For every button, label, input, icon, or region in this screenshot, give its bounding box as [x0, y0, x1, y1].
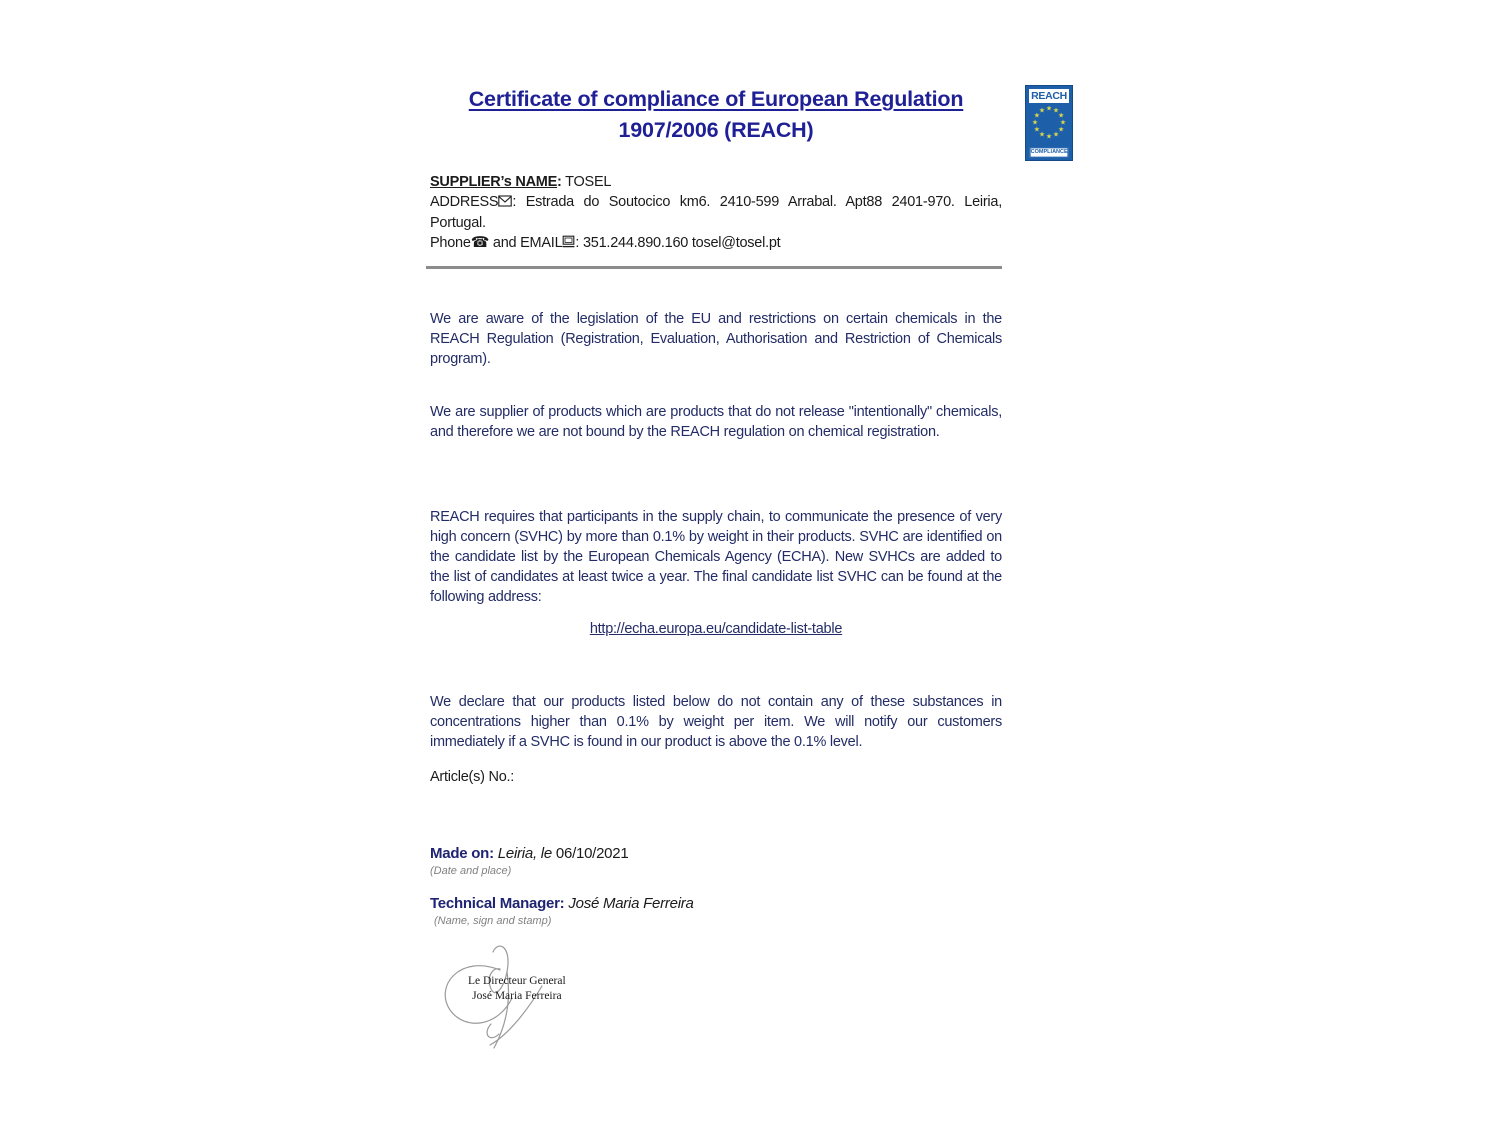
- supplier-address-label: ADDRESS: [430, 194, 499, 210]
- phone-value: 351.244.890.160: [582, 235, 689, 251]
- email-value: tosel@tosel.pt: [691, 235, 781, 251]
- made-on-line: [430, 845, 1002, 862]
- stamp-text: [468, 974, 566, 1004]
- supplier-block: [430, 172, 1002, 254]
- made-on-block: [430, 845, 1002, 878]
- supplier-address-line: [430, 192, 1002, 233]
- technical-manager-hint: (Name, sign and stamp): [434, 915, 552, 927]
- reach-logo-compliance-label: COMPLIANCE: [1030, 147, 1069, 157]
- signature-area: [430, 938, 660, 1058]
- horizontal-divider: [426, 266, 1002, 269]
- made-on-place: Leiria, le: [497, 845, 552, 862]
- supplier-name-value: TOSEL: [565, 174, 612, 190]
- candidate-list-link[interactable]: http://echa.europa.eu/candidate-list-table: [589, 621, 843, 637]
- technical-manager-line: [430, 895, 1002, 912]
- reach-logo-label: REACH: [1028, 88, 1070, 104]
- supplier-address-colon: :: [512, 194, 517, 210]
- page-title: [430, 84, 1002, 146]
- article-number-label: Article(s) No.:: [430, 769, 515, 785]
- title-line2: 1907/2006 (REACH): [618, 118, 814, 142]
- paragraph-reach-requirements: REACH requires that participants in the supply chain, to communicate the presence of very high concern (SVHC) by more than 0.1% by weight in their products. SVHC are identified on the candidate list by the European Chemicals Agency (ECHA). New SVHCs are added to the list of candidates at least twice a year. The final candidate list SVHC can be found at the following address:: [430, 508, 1002, 605]
- contact-colon: :: [575, 235, 580, 251]
- paragraph-declaration: We declare that our products listed below do not contain any of these substances in concentrations higher than 0.1% by weight per item. We will notify our customers immediately if a SVHC is found in our product is above the 0.1% level.: [430, 693, 1002, 750]
- made-on-date: 06/10/2021: [555, 845, 629, 862]
- supplier-name-line: [430, 172, 1002, 192]
- eu-star-icon: ★: [1059, 119, 1067, 127]
- eu-star-icon: ★: [1045, 105, 1053, 113]
- and-email-label: and EMAIL: [492, 235, 563, 251]
- eu-star-icon: ★: [1038, 131, 1046, 139]
- eu-star-icon: ★: [1057, 126, 1065, 134]
- title-line1: Certificate of compliance of European Regulation: [468, 87, 964, 111]
- eu-star-icon: ★: [1033, 112, 1041, 120]
- paragraph-awareness: We are aware of the legislation of the EU and restrictions on certain chemicals in the REACH Regulation (Registration, Evaluation, Authorisation and Restriction of Chemicals program).: [430, 310, 1002, 367]
- made-on-hint: (Date and place): [430, 865, 512, 877]
- eu-star-icon: ★: [1057, 112, 1065, 120]
- supplier-contact-line: [430, 233, 1002, 254]
- candidate-list-link-line: [430, 621, 1002, 637]
- phone-icon: ☎: [470, 234, 490, 251]
- eu-stars-icon: [1028, 104, 1070, 147]
- supplier-name-label: SUPPLIER’s NAME: [430, 174, 558, 190]
- reach-compliance-logo: [1025, 85, 1073, 161]
- eu-star-icon: ★: [1052, 131, 1060, 139]
- stamp-line2: José Maria Ferreira: [472, 990, 562, 1002]
- phone-label: Phone: [430, 235, 471, 251]
- technical-manager-name: José Maria Ferreira: [568, 895, 694, 912]
- technical-manager-block: [430, 895, 1002, 928]
- made-on-label: Made on:: [430, 845, 494, 862]
- stamp-line1: Le Directeur General: [468, 975, 566, 987]
- eu-star-icon: ★: [1038, 107, 1046, 115]
- supplier-address-value: Estrada do Soutocico km6. 2410-599 Arrabal. Apt88 2401-970. Leiria, Portugal.: [430, 194, 1002, 231]
- paragraph-supplier-statement: We are supplier of products which are products that do not release "intentionally" chemicals, and therefore we are not bound by the REACH regulation on chemical registration.: [430, 403, 1002, 440]
- envelope-icon: [498, 193, 512, 213]
- supplier-name-colon: :: [557, 174, 562, 190]
- eu-star-icon: ★: [1045, 133, 1053, 141]
- technical-manager-label: Technical Manager:: [430, 895, 565, 912]
- eu-star-icon: ★: [1031, 119, 1039, 127]
- computer-icon: [562, 234, 575, 254]
- eu-star-icon: ★: [1033, 126, 1041, 134]
- eu-star-icon: ★: [1052, 107, 1060, 115]
